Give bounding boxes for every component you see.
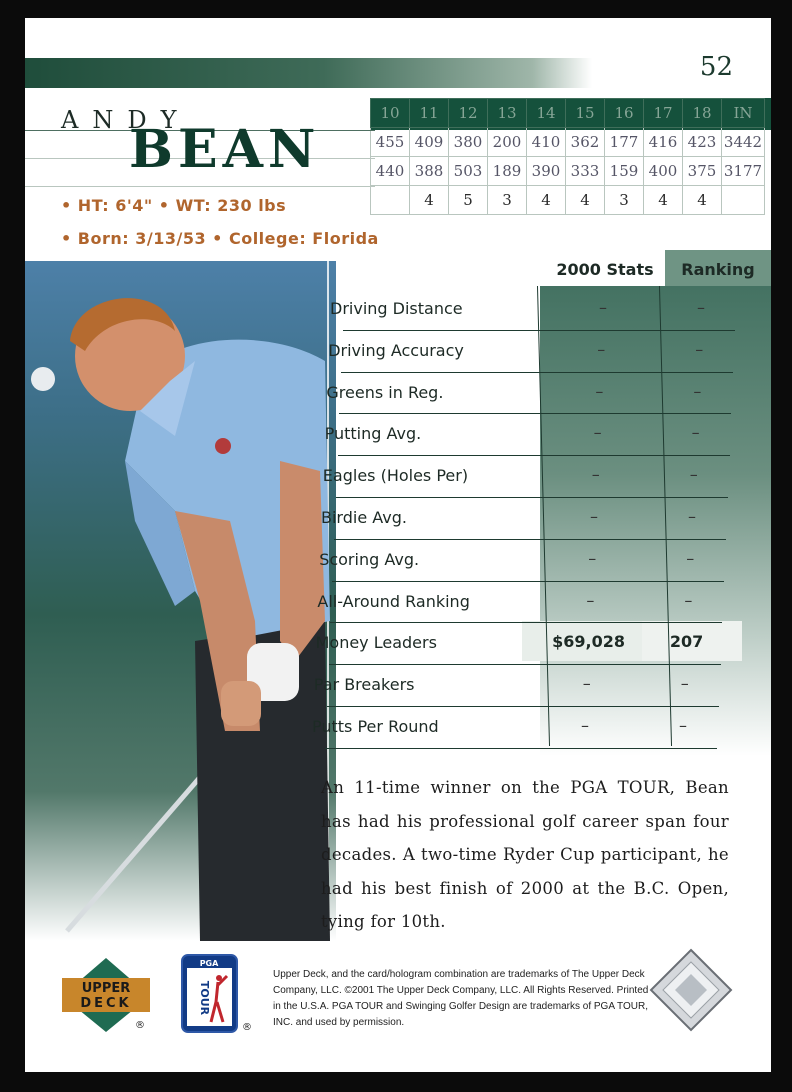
scorecard-cell: 503 xyxy=(449,157,488,186)
scorecard-cell: 189 xyxy=(488,157,527,186)
scorecard-cell: 3 xyxy=(488,186,527,215)
scorecard-cell: 400 xyxy=(644,157,683,186)
scorecard-cell: 4 xyxy=(566,186,605,215)
divider xyxy=(25,186,375,187)
stat-value-ranking: – xyxy=(691,423,700,443)
scorecard-cell: 3 xyxy=(605,186,644,215)
stat-value-2000: – xyxy=(591,465,600,485)
pga-logo-text: PGA xyxy=(199,959,219,968)
pga-logo-tour: TOUR xyxy=(198,980,211,1016)
scorecard-cell: 11 xyxy=(410,99,449,128)
height-weight: • HT: 6'4" • WT: 230 lbs xyxy=(61,196,287,215)
stats-header-ranking: Ranking xyxy=(681,260,755,279)
scorecard-row xyxy=(371,186,765,215)
stat-value-2000: $69,028 xyxy=(552,632,626,652)
registered-mark: ® xyxy=(242,1022,252,1033)
stat-label: Par Breakers xyxy=(313,675,415,695)
scorecard-row xyxy=(371,128,765,157)
scorecard-cell: 3442 xyxy=(722,128,765,157)
stat-row xyxy=(317,581,469,622)
scorecard-row xyxy=(371,157,765,186)
trading-card-back xyxy=(25,18,771,1072)
stat-value-2000: – xyxy=(597,339,606,359)
stat-row xyxy=(323,455,468,496)
stat-value-ranking: – xyxy=(679,716,687,735)
stat-row xyxy=(328,330,464,371)
stat-value-ranking: – xyxy=(689,465,698,485)
top-band xyxy=(25,58,771,88)
ud-logo-text-1: UPPER xyxy=(81,981,131,996)
scorecard-cell: 4 xyxy=(410,186,449,215)
scorecard-cell: 177 xyxy=(605,128,644,157)
bio-paragraph: An 11-time winner on the PGA TOUR, Bean has had his professional golf career span four decades. A two-time Ryder Cup participant, he had his best finish of 2000 at the B.C. Open, tying for 10th. xyxy=(321,778,729,931)
scorecard-cell xyxy=(722,186,765,215)
scorecard-cell: 13 xyxy=(488,99,527,128)
scorecard-cell: 333 xyxy=(566,157,605,186)
stat-value-ranking: – xyxy=(695,339,704,359)
card-number: 52 xyxy=(699,52,733,82)
scorecard-cell: 5 xyxy=(449,186,488,215)
stat-row xyxy=(319,539,419,580)
legal-text: Upper Deck, and the card/hologram combination are trademarks of The Upper Deck Company, LLC. ©2001 The Upper Deck Company, LLC. All Rights Reserved. Printed in the U.S.A. PGA TOUR and Swinging Golfer Design are trademarks of PGA TOUR, INC. and used by permission. xyxy=(273,969,649,1028)
stat-value-ranking: – xyxy=(686,548,695,568)
scorecard-cell: 10 xyxy=(371,99,410,128)
scorecard-cell: IN xyxy=(722,99,765,128)
scorecard-cell: 14 xyxy=(527,99,566,128)
stat-row-divider xyxy=(325,748,717,749)
scorecard-cell: 17 xyxy=(644,99,683,128)
scorecard-cell: 440 xyxy=(371,157,410,186)
stats-header-2000: 2000 Stats xyxy=(556,260,654,279)
scorecard-cell: 409 xyxy=(410,128,449,157)
scorecard-cell: 375 xyxy=(683,157,722,186)
scorecard-cell: 4 xyxy=(683,186,722,215)
scorecard-table xyxy=(370,98,765,215)
stat-row xyxy=(330,288,463,329)
player-last-name: BEAN xyxy=(129,119,321,180)
scorecard-cell: 159 xyxy=(605,157,644,186)
stat-label: Greens in Reg. xyxy=(326,382,444,402)
scorecard-hole-row xyxy=(371,99,765,128)
stat-row xyxy=(314,664,415,705)
scorecard-cell xyxy=(371,186,410,215)
stat-label: Birdie Avg. xyxy=(321,508,407,527)
scorecard-cell: 200 xyxy=(488,128,527,157)
ud-logo-text-2: DECK xyxy=(80,996,132,1011)
scorecard-cell: 4 xyxy=(527,186,566,215)
stat-label: Driving Accuracy xyxy=(328,340,464,360)
stat-value-2000: – xyxy=(586,590,595,610)
scorecard-cell: 455 xyxy=(371,128,410,157)
player-first-name: ANDY xyxy=(61,106,191,134)
stat-label: Eagles (Holes Per) xyxy=(322,466,469,486)
stat-row xyxy=(321,497,407,538)
stat-value-2000: – xyxy=(593,423,602,443)
scorecard-cell: 390 xyxy=(527,157,566,186)
scorecard-cell: 410 xyxy=(527,128,566,157)
stat-label: All-Around Ranking xyxy=(317,591,470,611)
scorecard-cell: 388 xyxy=(410,157,449,186)
scorecard-cell: 15 xyxy=(566,99,605,128)
stat-label: Driving Distance xyxy=(330,299,463,318)
stat-value-2000: – xyxy=(599,298,607,317)
pga-tour-logo xyxy=(181,954,238,1033)
stat-value-ranking: – xyxy=(688,507,696,526)
stat-value-2000: – xyxy=(582,674,591,694)
stat-value-ranking: – xyxy=(684,590,693,610)
scorecard-cell: 16 xyxy=(605,99,644,128)
stat-value-2000: – xyxy=(590,507,598,526)
stat-label: Money Leaders xyxy=(315,633,437,653)
stat-row xyxy=(316,622,437,663)
scorecard-cell: 3177 xyxy=(722,157,765,186)
stat-label: Putts Per Round xyxy=(312,717,439,736)
scorecard-cell: 4 xyxy=(644,186,683,215)
stat-value-ranking: – xyxy=(680,674,689,694)
stat-value-2000: – xyxy=(595,381,604,401)
stat-row xyxy=(326,372,443,413)
stat-value-2000: – xyxy=(581,716,589,735)
stat-row xyxy=(312,706,439,747)
stat-row xyxy=(325,413,422,454)
scorecard-cell: 416 xyxy=(644,128,683,157)
stat-value-ranking: 207 xyxy=(669,632,704,652)
stat-label: Scoring Avg. xyxy=(319,549,420,569)
scorecard-cell: 362 xyxy=(566,128,605,157)
born-college: • Born: 3/13/53 • College: Florida xyxy=(61,229,379,248)
scorecard-cell: 18 xyxy=(683,99,722,128)
stat-value-2000: – xyxy=(588,548,597,568)
registered-mark: ® xyxy=(135,1020,145,1031)
scorecard-cell: 423 xyxy=(683,128,722,157)
stat-value-ranking: – xyxy=(697,298,705,317)
stat-value-ranking: – xyxy=(693,381,702,401)
scorecard-cell: 380 xyxy=(449,128,488,157)
stat-label: Putting Avg. xyxy=(324,424,422,444)
player-photo xyxy=(25,261,336,941)
hologram-icon xyxy=(649,948,733,1032)
scorecard-cell: 12 xyxy=(449,99,488,128)
